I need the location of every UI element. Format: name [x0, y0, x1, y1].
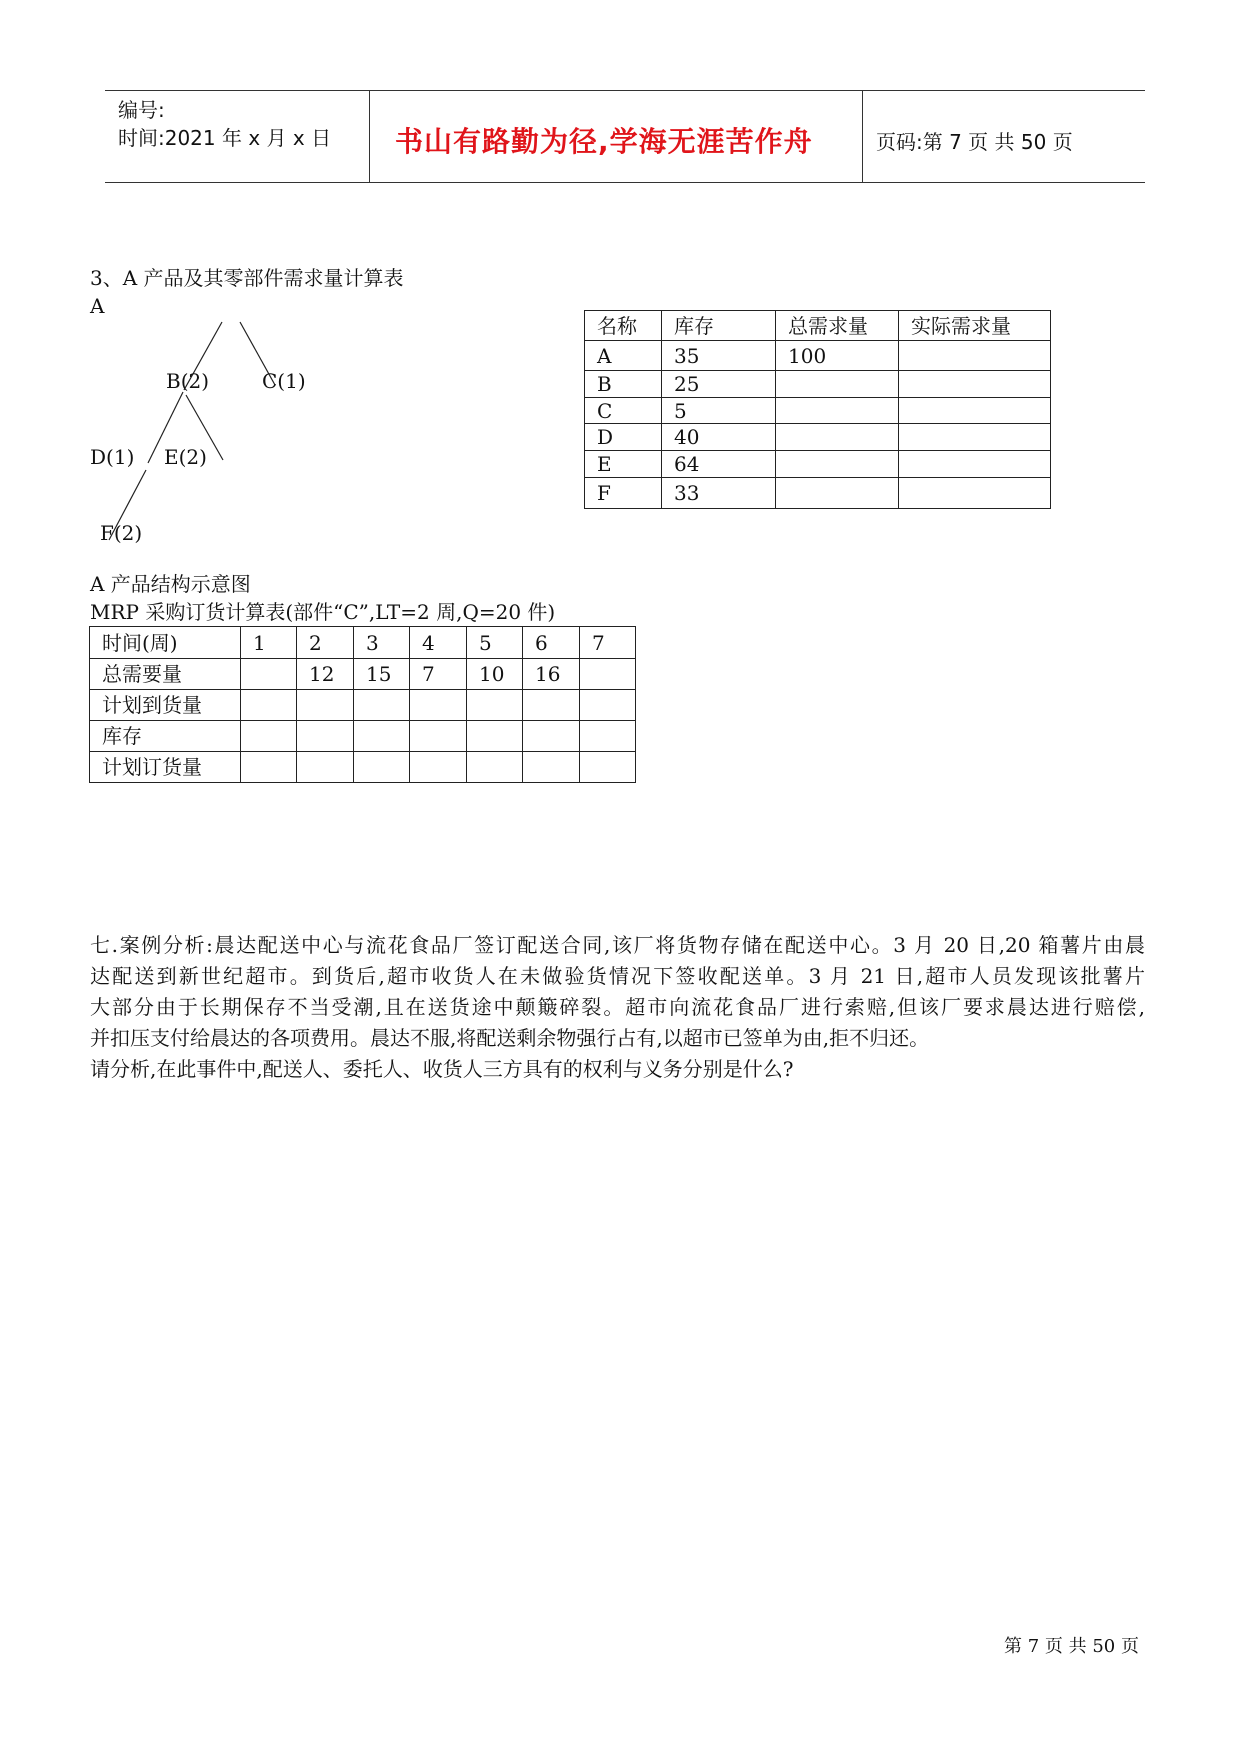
- table-cell: [523, 752, 580, 783]
- table-cell: [410, 690, 467, 721]
- table-cell: [410, 752, 467, 783]
- table-cell: [899, 341, 1051, 371]
- table-cell: 12: [297, 659, 354, 690]
- table-row: [90, 659, 636, 690]
- motto: 书山有路勤为径,学海无涯苦作舟: [395, 125, 813, 158]
- table-row: [90, 721, 636, 752]
- table-cell: 5: [662, 398, 776, 424]
- table-cell: [467, 690, 523, 721]
- row-label: 计划订货量: [90, 752, 241, 783]
- tree-node-d: D(1): [90, 445, 135, 469]
- page-label: 页码:第 7 页 共 50 页: [876, 130, 1073, 154]
- table-row: [90, 752, 636, 783]
- table-cell: 25: [662, 371, 776, 398]
- table-row: [90, 627, 636, 659]
- table-cell: [580, 659, 636, 690]
- table-cell: [523, 690, 580, 721]
- header-divider-right: [862, 90, 863, 183]
- table-cell: 64: [662, 451, 776, 478]
- table-cell: [467, 752, 523, 783]
- table-cell: [297, 721, 354, 752]
- table-cell: D: [585, 424, 662, 451]
- table-cell: [776, 451, 899, 478]
- table-cell: [410, 721, 467, 752]
- table-row: [585, 478, 1051, 509]
- table-cell: 15: [354, 659, 410, 690]
- tree-node-c: C(1): [262, 369, 306, 393]
- table-cell: F: [585, 478, 662, 509]
- table-cell: 2: [297, 627, 354, 659]
- table-cell: [776, 478, 899, 509]
- table-cell: 100: [776, 341, 899, 371]
- table-cell: 3: [354, 627, 410, 659]
- table-cell: [899, 451, 1051, 478]
- table-row: [585, 398, 1051, 424]
- table-cell: 16: [523, 659, 580, 690]
- table-cell: [899, 398, 1051, 424]
- table-cell: B: [585, 371, 662, 398]
- table-header-row: [585, 311, 1051, 341]
- table-cell: [241, 721, 297, 752]
- footer-page-number: 第 7 页 共 50 页: [1004, 1636, 1139, 1657]
- table-cell: 1: [241, 627, 297, 659]
- tree-node-f: F(2): [100, 521, 143, 545]
- table-cell: [354, 690, 410, 721]
- row-label: 总需要量: [90, 659, 241, 690]
- table-cell: [580, 752, 636, 783]
- table-cell: [241, 752, 297, 783]
- table-cell: [899, 478, 1051, 509]
- case-question: 请分析,在此事件中,配送人、委托人、收货人三方具有的权利与义务分别是什么?: [90, 1057, 794, 1081]
- table-cell: [899, 371, 1051, 398]
- table-cell: [297, 752, 354, 783]
- table-cell: A: [585, 341, 662, 371]
- table-cell: 40: [662, 424, 776, 451]
- row-label: 库存: [90, 721, 241, 752]
- table-cell: C: [585, 398, 662, 424]
- section-title: 3、A 产品及其零部件需求量计算表: [90, 266, 404, 290]
- case-analysis: [90, 930, 1145, 1085]
- table-cell: [580, 690, 636, 721]
- tree-node-b: B(2): [166, 369, 210, 393]
- header-cell-name: 名称: [585, 311, 662, 341]
- table-cell: [580, 721, 636, 752]
- diagram-caption: A 产品结构示意图: [90, 572, 251, 596]
- case-line: 达配送到新世纪超市。到货后,超市收货人在未做验货情况下签收配送单。3 月 21 日,超市人员发现该批薯片: [90, 964, 1145, 988]
- mrp-title: MRP 采购订货计算表(部件“C”,LT=2 周,Q=20 件): [90, 600, 556, 624]
- table-cell: [776, 398, 899, 424]
- case-line: 并扣压支付给晨达的各项费用。晨达不服,将配送剩余物强行占有,以超市已签单为由,拒不归还。: [90, 1026, 930, 1050]
- time-label: 时间:2021 年 x 月 x 日: [118, 126, 332, 150]
- mrp-table: [89, 626, 636, 783]
- serial-label: 编号:: [118, 98, 165, 122]
- table-row: [585, 371, 1051, 398]
- case-line: 七.案例分析:晨达配送中心与流花食品厂签订配送合同,该厂将货物存储在配送中心。3 月 20 日,20 箱薯片由晨: [90, 933, 1145, 957]
- table-row: [585, 341, 1051, 371]
- table-cell: [467, 721, 523, 752]
- case-line: 大部分由于长期保存不当受潮,且在送货途中颠簸碎裂。超市向流花食品厂进行索赔,但该厂要求晨达进行赔偿,: [90, 995, 1145, 1019]
- row-label: 计划到货量: [90, 690, 241, 721]
- header-cell-stock: 库存: [662, 311, 776, 341]
- table-cell: [776, 424, 899, 451]
- table-row: [585, 424, 1051, 451]
- row-label: 时间(周): [90, 627, 241, 659]
- table-cell: [776, 371, 899, 398]
- table-cell: [899, 424, 1051, 451]
- table-cell: E: [585, 451, 662, 478]
- demand-table: [584, 310, 1051, 509]
- table-cell: [523, 721, 580, 752]
- table-cell: 6: [523, 627, 580, 659]
- header-cell-actual-demand: 实际需求量: [899, 311, 1051, 341]
- table-cell: [241, 659, 297, 690]
- table-cell: 10: [467, 659, 523, 690]
- header-cell-total-demand: 总需求量: [776, 311, 899, 341]
- table-row: [90, 690, 636, 721]
- tree-node-a: A: [90, 294, 105, 318]
- table-cell: [241, 690, 297, 721]
- tree-lines: [0, 0, 400, 560]
- table-cell: [297, 690, 354, 721]
- table-cell: 5: [467, 627, 523, 659]
- table-row: [585, 451, 1051, 478]
- table-cell: [354, 752, 410, 783]
- table-cell: 7: [410, 659, 467, 690]
- table-cell: [354, 721, 410, 752]
- table-cell: 7: [580, 627, 636, 659]
- table-cell: 4: [410, 627, 467, 659]
- table-cell: 35: [662, 341, 776, 371]
- table-cell: 33: [662, 478, 776, 509]
- tree-node-e: E(2): [164, 445, 207, 469]
